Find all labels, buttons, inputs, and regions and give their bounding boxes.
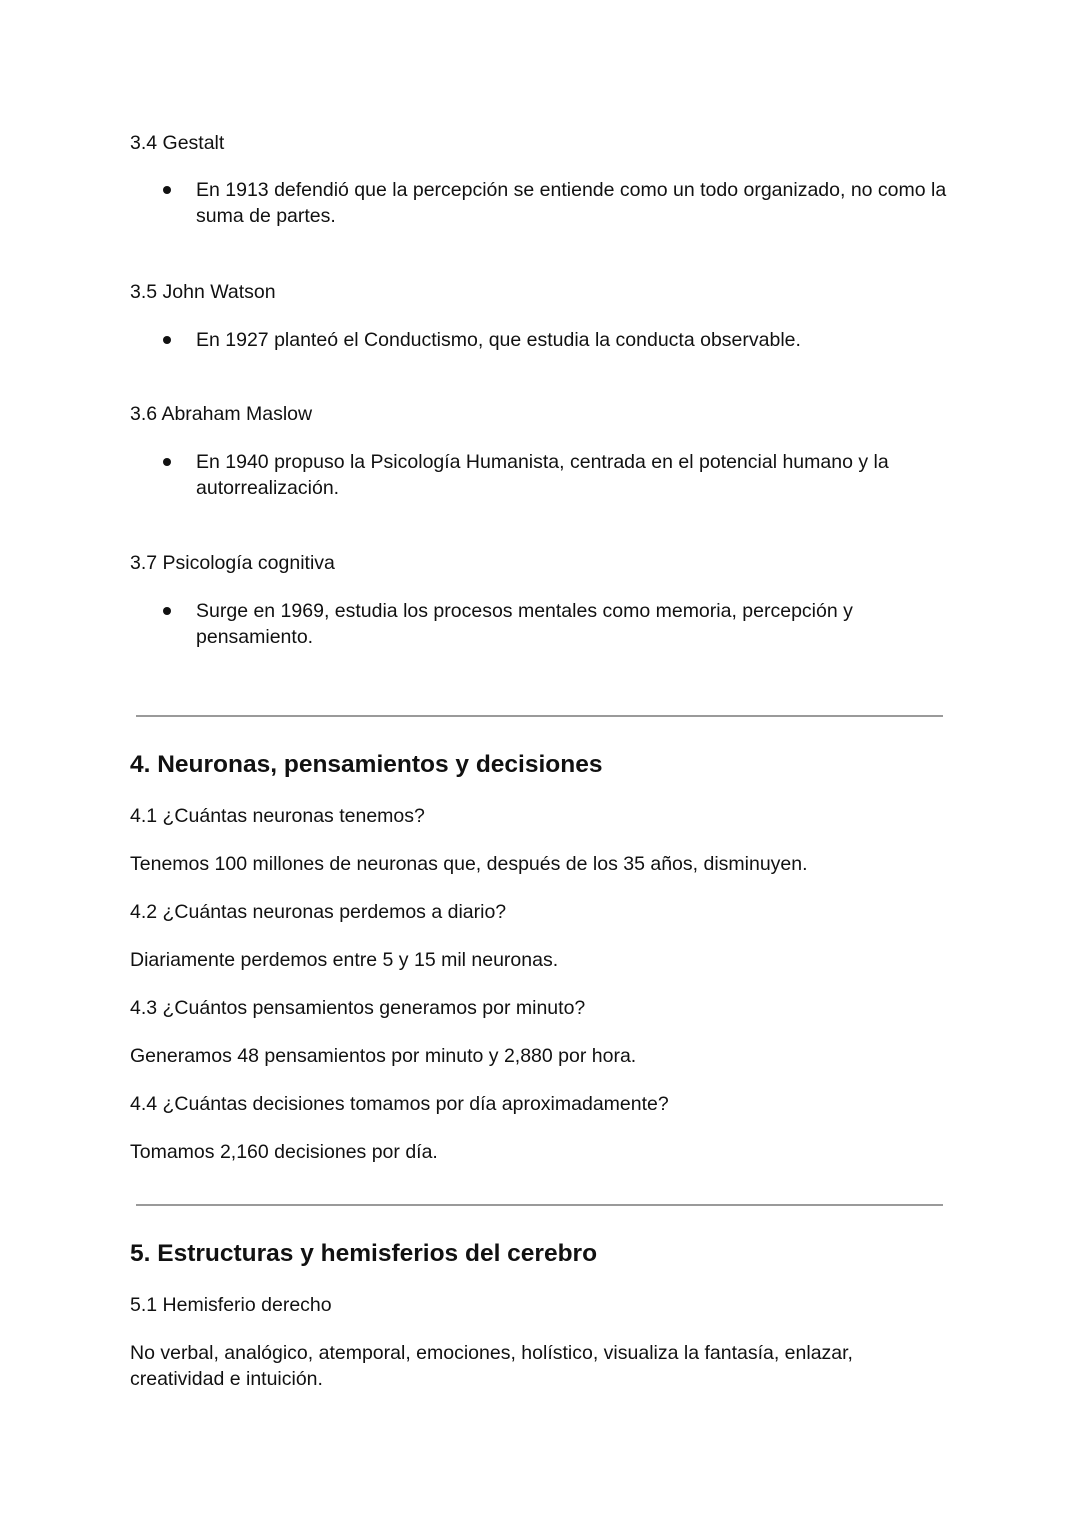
section-title-5: 5. Estructuras y hemisferios del cerebro bbox=[130, 1240, 598, 1267]
answer-4-4: Tomamos 2,160 decisiones por día. bbox=[130, 1141, 438, 1163]
subheading-3-7: 3.7 Psicología cognitiva bbox=[130, 552, 335, 574]
question-4-4: 4.4 ¿Cuántas decisiones tomamos por día aproximadamente? bbox=[130, 1093, 669, 1115]
bullet-icon bbox=[163, 607, 171, 615]
bullet-icon bbox=[163, 336, 171, 344]
horizontal-divider bbox=[136, 1204, 943, 1206]
bullet-text: En 1913 defendió que la percepción se entiende como un todo organizado, no como la suma de partes. bbox=[196, 179, 947, 227]
subheading-3-5: 3.5 John Watson bbox=[130, 281, 276, 303]
answer-4-3: Generamos 48 pensamientos por minuto y 2,880 por hora. bbox=[130, 1045, 637, 1067]
horizontal-divider bbox=[136, 715, 943, 717]
question-4-1: 4.1 ¿Cuántas neuronas tenemos? bbox=[130, 805, 425, 827]
bullet-icon bbox=[163, 186, 171, 194]
bullet-text: Surge en 1969, estudia los procesos mentales como memoria, percepción y pensamiento. bbox=[196, 600, 853, 648]
subheading-5-1: 5.1 Hemisferio derecho bbox=[130, 1294, 332, 1316]
answer-4-2: Diariamente perdemos entre 5 y 15 mil neuronas. bbox=[130, 949, 559, 971]
question-4-2: 4.2 ¿Cuántas neuronas perdemos a diario? bbox=[130, 901, 507, 923]
subheading-3-6: 3.6 Abraham Maslow bbox=[130, 403, 313, 425]
bullet-text: En 1940 propuso la Psicología Humanista, centrada en el potencial humano y la autorrealización. bbox=[196, 451, 889, 499]
bullet-icon bbox=[163, 458, 171, 466]
answer-4-1: Tenemos 100 millones de neuronas que, después de los 35 años, disminuyen. bbox=[130, 853, 808, 875]
question-4-3: 4.3 ¿Cuántos pensamientos generamos por minuto? bbox=[130, 997, 586, 1019]
subheading-3-4: 3.4 Gestalt bbox=[130, 132, 225, 154]
section-title-4: 4. Neuronas, pensamientos y decisiones bbox=[130, 751, 603, 778]
bullet-text: En 1927 planteó el Conductismo, que estudia la conducta observable. bbox=[196, 329, 801, 351]
paragraph-5-1: No verbal, analógico, atemporal, emociones, holístico, visualiza la fantasía, enlazar, creatividad e intuición. bbox=[130, 1342, 853, 1390]
